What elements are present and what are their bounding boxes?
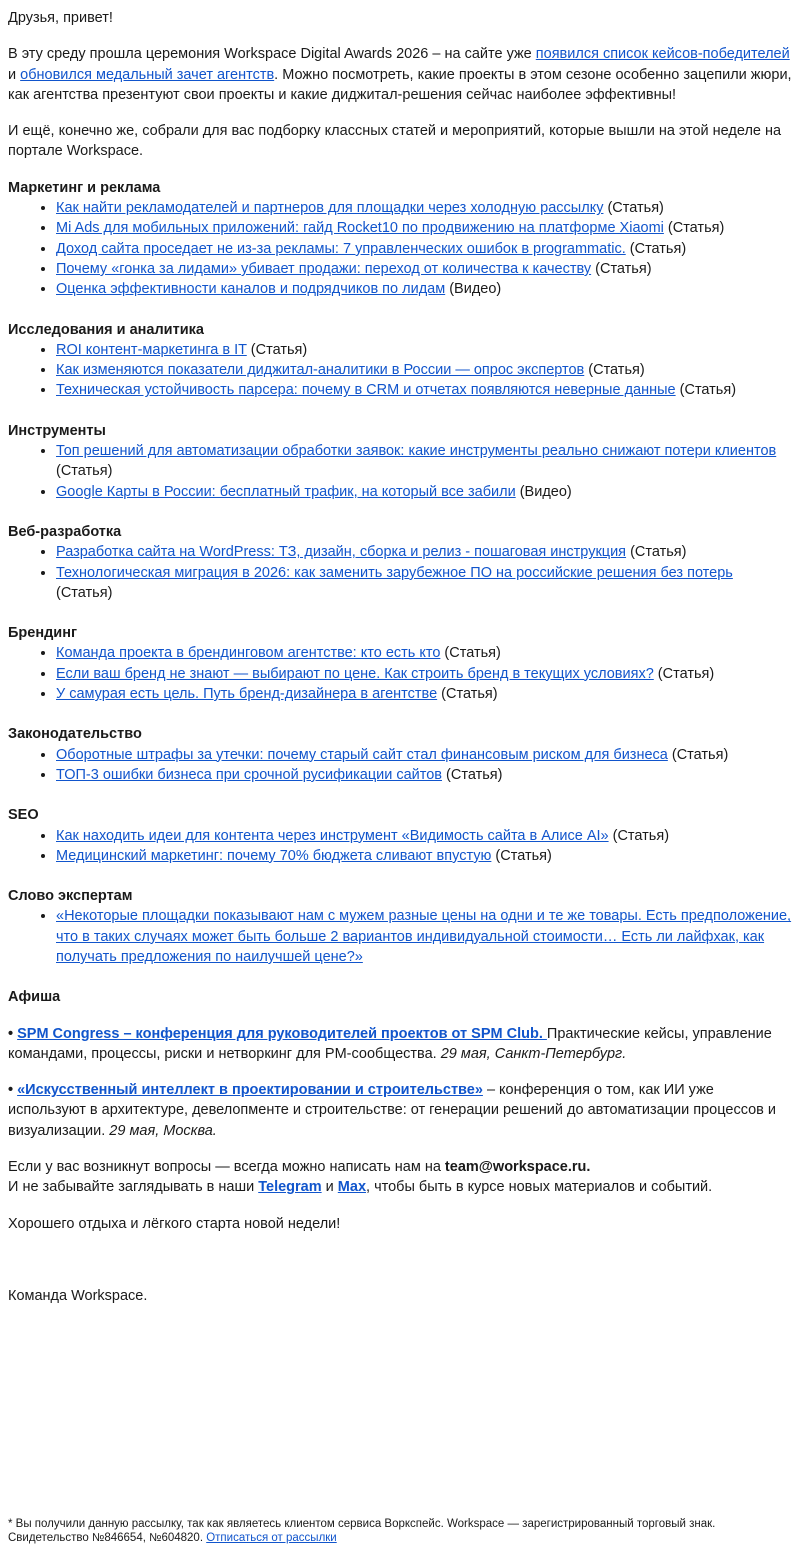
- article-link[interactable]: Техническая устойчивость парсера: почему в CRM и отчетах появляются неверные данные: [56, 382, 676, 399]
- article-link[interactable]: Google Карты в России: бесплатный трафик, на который все забили: [56, 483, 516, 500]
- contact-text: И не забывайте заглядывать в наши: [8, 1179, 259, 1196]
- list-item: [56, 239, 792, 259]
- article-section: [8, 623, 792, 704]
- event-description: Практические кейсы, управление командами, процессы, риски и нетворкинг для PM-сообщества.: [8, 1025, 772, 1062]
- article-link[interactable]: Разработка сайта на WordPress: ТЗ, дизайн, сборка и релиз - пошаговая инструкция: [56, 544, 627, 561]
- closing-text: Хорошего отдыха и лёгкого старта новой недели!: [8, 1215, 341, 1232]
- article-section: [8, 886, 792, 967]
- list-item: [56, 664, 792, 684]
- article-list: [8, 340, 792, 401]
- article-link[interactable]: Медицинский маркетинг: почему 70% бюджета сливают впустую: [56, 847, 492, 864]
- content-type-label: (Статья): [56, 584, 113, 601]
- contact-text: , чтобы быть в курсе новых материалов и событий.: [366, 1179, 713, 1196]
- bullet: •: [8, 1025, 18, 1042]
- article-section: [8, 805, 792, 866]
- article-section: [8, 421, 792, 502]
- article-section: [8, 724, 792, 785]
- list-item: [56, 826, 792, 846]
- content-type-label: (Статья): [608, 827, 670, 844]
- article-link[interactable]: Mi Ads для мобильных приложений: гайд Rocket10 по продвижению на платформе Xiaomi: [56, 220, 664, 237]
- content-type-label: (Статья): [56, 463, 113, 480]
- section-title: Веб-разработка: [8, 523, 122, 540]
- article-section: [8, 522, 792, 603]
- content-type-label: (Статья): [653, 665, 715, 682]
- article-sections: [8, 178, 792, 968]
- section-title: Маркетинг и реклама: [8, 179, 161, 196]
- article-list: [8, 542, 792, 603]
- article-link[interactable]: Доход сайта проседает не из-за рекламы: 7 управленческих ошибок в programmatic.: [56, 240, 626, 257]
- list-item: [56, 482, 792, 502]
- content-type-label: (Статья): [491, 847, 552, 864]
- list-item: [56, 643, 792, 663]
- content-type-label: (Статья): [591, 260, 652, 277]
- afisha-section: [8, 987, 792, 1141]
- list-item: [56, 259, 792, 279]
- footer-note: [8, 1517, 792, 1545]
- event-link-spm-congress[interactable]: SPM Congress – конференция для руководителей проектов от SPM Club.: [17, 1025, 547, 1042]
- bullet: •: [8, 1082, 18, 1099]
- event-date: 29 мая, Санкт-Петербург.: [440, 1045, 627, 1062]
- intro-paragraph: [8, 44, 792, 105]
- article-link[interactable]: ROI контент-маркетинга в IT: [56, 341, 247, 358]
- article-section: [8, 178, 792, 300]
- event-item: [8, 1080, 792, 1141]
- intro-text: В эту среду прошла церемония Workspace Digital Awards 2026 – на сайте уже: [8, 46, 536, 63]
- content-type-label: (Статья): [667, 746, 729, 763]
- article-link[interactable]: Оценка эффективности каналов и подрядчиков по лидам: [56, 281, 446, 298]
- contact-email: team@workspace.ru.: [444, 1159, 591, 1176]
- list-item: [56, 765, 792, 785]
- content-type-label: (Статья): [603, 200, 664, 217]
- content-type-label: (Статья): [440, 645, 501, 662]
- list-item: [56, 745, 792, 765]
- article-link[interactable]: ТОП-3 ошибки бизнеса при срочной русификации сайтов: [56, 766, 443, 783]
- article-list: [8, 745, 792, 786]
- afisha-title: Афиша: [8, 989, 61, 1006]
- list-item: [56, 218, 792, 238]
- article-link[interactable]: Как изменяются показатели диджитал-аналитики в России — опрос экспертов: [56, 362, 585, 379]
- content-type-label: (Статья): [246, 341, 308, 358]
- content-type-label: (Статья): [437, 686, 498, 703]
- section-title: Слово экспертам: [8, 888, 133, 905]
- content-type-label: (Статья): [625, 240, 687, 257]
- section-title: Брендинг: [8, 625, 78, 642]
- section-title: Законодательство: [8, 726, 142, 743]
- section-title: Инструменты: [8, 422, 106, 439]
- contact-block: [8, 1157, 792, 1198]
- event-link-ai-construction[interactable]: «Искусственный интеллект в проектировании и строительстве»: [17, 1082, 483, 1099]
- content-type-label: (Статья): [675, 382, 737, 399]
- list-item: [56, 441, 792, 482]
- article-list: [8, 198, 792, 299]
- event-item: [8, 1024, 792, 1065]
- email-body: [8, 8, 792, 1322]
- list-item: [56, 684, 792, 704]
- article-list: [8, 826, 792, 867]
- article-list: [8, 643, 792, 704]
- content-type-label: (Статья): [584, 362, 645, 379]
- contact-text: и: [321, 1179, 338, 1196]
- section-title: Исследования и аналитика: [8, 321, 204, 338]
- max-link[interactable]: Max: [337, 1179, 367, 1196]
- list-item: [56, 563, 792, 604]
- content-type-label: (Видео): [515, 483, 572, 500]
- content-type-label: (Статья): [626, 544, 687, 561]
- list-item: [56, 906, 792, 967]
- article-list: [8, 441, 792, 502]
- article-link[interactable]: Как находить идеи для контента через инструмент «Видимость сайта в Алисе AI»: [56, 827, 609, 844]
- list-item: [56, 340, 792, 360]
- list-item: [56, 198, 792, 218]
- article-link[interactable]: Как найти рекламодателей и партнеров для площадки через холодную рассылку: [56, 200, 604, 217]
- article-link[interactable]: Если ваш бренд не знают — выбирают по цене. Как строить бренд в текущих условиях?: [56, 665, 654, 682]
- contact-text: Если у вас возникнут вопросы — всегда можно написать нам на: [8, 1159, 445, 1176]
- article-link[interactable]: Топ решений для автоматизации обработки заявок: какие инструменты реально снижают потери клиентов: [56, 443, 777, 460]
- intro-text: . Можно посмотреть, какие проекты в этом сезоне особенно зацепили жюри, как агентства презентуют свои проекты и какие диджитал-решения сейчас наиболее эффективны!: [8, 66, 792, 103]
- article-link[interactable]: Команда проекта в брендинговом агентстве: кто есть кто: [56, 645, 441, 662]
- intro-text: и: [8, 66, 21, 83]
- section-title: SEO: [8, 807, 39, 824]
- list-item: [56, 380, 792, 400]
- article-link[interactable]: Оборотные штрафы за утечки: почему старый сайт стал финансовым риском для бизнеса: [56, 746, 668, 763]
- article-link[interactable]: Технологическая миграция в 2026: как заменить зарубежное ПО на российские решения без потерь: [56, 564, 733, 581]
- intro-paragraph-2: И ещё, конечно же, собрали для вас подборку классных статей и мероприятий, которые вышли на этой неделе на портале Workspace.: [8, 123, 782, 160]
- greeting: Друзья, привет!: [8, 10, 113, 26]
- content-type-label: (Статья): [663, 220, 725, 237]
- article-list: [8, 906, 792, 967]
- list-item: [56, 846, 792, 866]
- footer-text: * Вы получили данную рассылку, так как являетесь клиентом сервиса Воркспейс. Workspace — зарегистрированный торговый знак. Свидетельство №846654, №604820.: [8, 1518, 716, 1544]
- unsubscribe-link[interactable]: Отписаться от рассылки: [206, 1532, 337, 1544]
- content-type-label: (Видео): [445, 281, 502, 298]
- content-type-label: (Статья): [442, 766, 503, 783]
- article-link[interactable]: Почему «гонка за лидами» убивает продажи: переход от количества к качеству: [56, 260, 592, 277]
- article-link[interactable]: У самурая есть цель. Путь бренд-дизайнера в агентстве: [56, 686, 438, 703]
- telegram-link[interactable]: Telegram: [258, 1179, 322, 1196]
- signature: Команда Workspace.: [8, 1287, 148, 1304]
- list-item: [56, 279, 792, 299]
- event-description: – конференция о том, как ИИ уже используют в архитектуре, девелопменте и строительстве: от генерации решений до автоматизации процессов и визуализации.: [8, 1082, 777, 1139]
- winners-list-link[interactable]: появился список кейсов-победителей: [535, 46, 790, 63]
- article-section: [8, 320, 792, 401]
- list-item: [56, 360, 792, 380]
- medal-standings-link[interactable]: обновился медальный зачет агентств: [20, 66, 275, 83]
- event-date: 29 мая, Москва.: [109, 1122, 217, 1139]
- article-link[interactable]: «Некоторые площадки показывают нам с мужем разные цены на одни и те же товары. Есть предположение, что в таких случаях может быть больше 2 вариантов индивидуальной стоимости… Есть ли лайфхак, как получать предложения по наилучшей цене?»: [56, 908, 792, 965]
- list-item: [56, 542, 792, 562]
